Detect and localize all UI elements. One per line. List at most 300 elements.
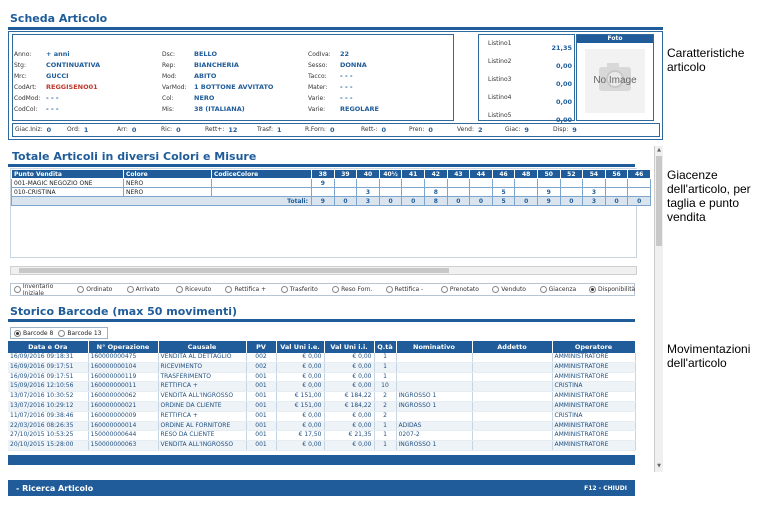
history-cell: 150000000644 [88, 431, 158, 441]
history-cell: 13/07/2016 10:30:52 [8, 392, 88, 402]
radio-label: Trasferito [289, 286, 318, 293]
vertical-scroll-thumb[interactable] [656, 156, 662, 246]
radio-option[interactable] [586, 286, 634, 293]
giacenza-label: Ric: [161, 126, 173, 133]
history-cell: 2 [374, 411, 396, 421]
size-qty-cell [492, 179, 515, 188]
giacenza-item [305, 126, 361, 134]
listino-label: Listino5 [488, 112, 512, 119]
history-cell [472, 362, 552, 372]
history-cell: 1 [374, 362, 396, 372]
radio-button[interactable] [14, 286, 21, 293]
no-image-text: No Image [593, 75, 637, 86]
size-qty-cell [357, 179, 380, 188]
attribute-label: Stg: [14, 62, 26, 69]
totals-label: Totali: [12, 197, 312, 206]
color-code-cell [212, 188, 312, 197]
history-cell: 160000000104 [88, 362, 158, 372]
history-cell: € 0,00 [324, 382, 374, 392]
history-col-header[interactable]: PV [246, 341, 276, 353]
history-cell: CRISTINA [552, 411, 635, 421]
radio-option[interactable] [74, 286, 123, 293]
history-cell: € 0,00 [324, 411, 374, 421]
attribute-label: Anno: [14, 51, 32, 58]
attribute-label: VarMod: [162, 84, 187, 91]
history-cell: ORDINE AL FORNITORE [158, 421, 246, 431]
attribute-value: - - - [340, 94, 353, 102]
giacenza-item [15, 126, 67, 134]
giacenza-value: 9 [572, 126, 577, 134]
giacenza-item [117, 126, 161, 134]
size-total-cell: 0 [515, 197, 538, 206]
attribute-label: Dsc: [162, 51, 176, 58]
barcode-option[interactable] [55, 330, 101, 337]
listino-row [488, 94, 572, 106]
radio-label: Reso Forn. [341, 286, 373, 293]
size-qty-cell [379, 188, 402, 197]
size-qty-cell [402, 179, 425, 188]
history-table-panel [8, 341, 635, 469]
radio-button[interactable] [540, 286, 547, 293]
history-cell [472, 431, 552, 441]
giacenza-item [505, 126, 553, 134]
size-table-panel [10, 168, 644, 258]
giacenza-value: 9 [524, 126, 529, 134]
history-cell: € 0,00 [276, 362, 324, 372]
note-caratteristiche: Caratteristiche articolo [667, 46, 745, 74]
history-row[interactable] [8, 411, 635, 421]
attribute-row [162, 50, 312, 59]
size-table-header [12, 170, 651, 179]
history-cell [472, 421, 552, 431]
size-qty-cell: 8 [424, 188, 447, 197]
radio-button[interactable] [225, 286, 232, 293]
size-col-header: 54 [583, 170, 606, 179]
attribute-row [162, 105, 312, 114]
history-cell: 001 [246, 431, 276, 441]
size-qty-cell [628, 188, 651, 197]
history-row[interactable] [8, 421, 635, 431]
listino-label: Listino4 [488, 94, 512, 101]
history-cell: INGROSSO 1 [396, 392, 472, 402]
history-cell: 002 [246, 353, 276, 362]
history-cell: 150000000063 [88, 441, 158, 451]
listino-value: 0,00 [555, 116, 572, 124]
history-cell: € 151,00 [276, 401, 324, 411]
history-cell: 160000000009 [88, 411, 158, 421]
color-cell: NERO [124, 179, 212, 188]
horizontal-scroll-thumb[interactable] [19, 268, 449, 273]
giacenza-value: 0 [381, 126, 387, 134]
listino-row [488, 76, 572, 88]
history-table [8, 341, 636, 451]
history-col-header[interactable]: Val Uni i.i. [324, 341, 374, 353]
ricerca-articolo-link[interactable]: - Ricerca Articolo [16, 483, 94, 493]
size-total-cell: 0 [560, 197, 583, 206]
history-cell: 16/09/2016 09:18:31 [8, 353, 88, 362]
attribute-value: REGGISENO01 [46, 83, 98, 91]
history-cell: 001 [246, 382, 276, 392]
size-table-col-header: Colore [124, 170, 212, 179]
radio-label: Venduto [501, 286, 526, 293]
history-row[interactable] [8, 441, 635, 451]
history-col-header[interactable]: Val Uni i.e. [276, 341, 324, 353]
size-qty-cell: 5 [492, 188, 515, 197]
size-table [11, 169, 651, 206]
history-cell [396, 411, 472, 421]
radio-label: Ordinato [86, 286, 113, 293]
history-cell: AMMINISTRATORE [552, 353, 635, 362]
attribute-row [14, 50, 164, 59]
size-qty-cell [560, 179, 583, 188]
attribute-value: 22 [340, 50, 350, 58]
history-cell: 15/09/2016 12:10:56 [8, 382, 88, 392]
barcode-label: Barcode 8 [23, 329, 54, 337]
radio-label: Rettifica + [234, 286, 267, 293]
attribute-value: - - - [46, 94, 59, 102]
history-cell [472, 441, 552, 451]
radio-option[interactable] [329, 286, 382, 293]
history-cell: 002 [246, 362, 276, 372]
size-total-cell: 0 [402, 197, 425, 206]
attribute-row [162, 94, 312, 103]
giacenza-label: Giac.Iniz: [15, 126, 43, 133]
history-cell: 001 [246, 372, 276, 382]
giacenza-label: Giac: [505, 126, 521, 133]
size-qty-cell [605, 188, 628, 197]
history-cell: € 0,00 [324, 441, 374, 451]
attribute-row [162, 83, 312, 92]
history-cell: AMMINISTRATORE [552, 362, 635, 372]
giacenza-value: 0 [46, 126, 52, 134]
size-qty-cell [379, 179, 402, 188]
attribute-row [14, 105, 164, 114]
size-qty-cell [470, 179, 493, 188]
radio-option[interactable] [537, 286, 586, 293]
giacenza-label: Trasf: [257, 126, 273, 133]
history-cell: AMMINISTRATORE [552, 401, 635, 411]
size-qty-cell: 3 [583, 188, 606, 197]
size-table-row[interactable] [12, 179, 651, 188]
history-cell: 16/09/2016 09:17:51 [8, 372, 88, 382]
radio-button[interactable] [441, 286, 448, 293]
size-total-cell: 3 [357, 197, 380, 206]
attribute-value: - - - [46, 105, 59, 113]
history-cell [472, 392, 552, 402]
giacenza-label: Arr: [117, 126, 128, 133]
history-col-header[interactable]: Q.tà [374, 341, 396, 353]
scroll-up-icon[interactable]: ▲ [657, 147, 661, 153]
vertical-scrollbar[interactable] [654, 146, 663, 472]
history-selected-row-bar [8, 455, 635, 465]
history-cell: 160000000014 [88, 421, 158, 431]
attribute-label: Varie: [308, 106, 326, 113]
history-cell: 160000000011 [88, 382, 158, 392]
attribute-value: NERO [194, 94, 215, 102]
scroll-down-icon[interactable]: ▼ [657, 463, 661, 469]
history-cell: 13/07/2016 10:29:12 [8, 401, 88, 411]
history-cell: ORDINE DA CLIENTE [158, 401, 246, 411]
radio-button[interactable] [492, 286, 499, 293]
history-cell: TRASFERIMENTO [158, 372, 246, 382]
history-row[interactable] [8, 353, 635, 362]
radio-button[interactable] [77, 286, 84, 293]
scheda-title: Scheda Articolo [10, 12, 108, 25]
history-cell [396, 382, 472, 392]
history-cell: VENDITA AL DETTAGLIO [158, 353, 246, 362]
giacenza-value: 0 [329, 126, 335, 134]
history-cell: 001 [246, 392, 276, 402]
history-cell: 2 [374, 392, 396, 402]
history-cell: AMMINISTRATORE [552, 431, 635, 441]
radio-button[interactable] [14, 330, 21, 337]
history-cell: RESO DA CLIENTE [158, 431, 246, 441]
history-cell: VENDITA ALL'INGROSSO [158, 392, 246, 402]
history-cell [396, 372, 472, 382]
radio-option[interactable] [222, 286, 277, 293]
history-cell: € 0,00 [324, 372, 374, 382]
attribute-label: Mrc: [14, 73, 27, 80]
size-qty-cell [424, 179, 447, 188]
giacenza-label: Disp: [553, 126, 569, 133]
radio-button[interactable] [332, 286, 339, 293]
history-cell: € 184,22 [324, 392, 374, 402]
foto-header: Foto [577, 35, 653, 43]
attribute-value: + anni [46, 50, 70, 58]
history-cell: 16/09/2016 09:17:51 [8, 362, 88, 372]
giacenza-label: Rett-: [361, 126, 378, 133]
giacenza-item [67, 126, 117, 134]
close-shortcut[interactable]: F12 - CHIUDI [584, 484, 627, 492]
history-cell: INGROSSO 1 [396, 401, 472, 411]
history-cell: RICEVIMENTO [158, 362, 246, 372]
radio-label: Prenotato [449, 286, 479, 293]
size-col-header: 38 [312, 170, 335, 179]
radio-option[interactable] [383, 286, 438, 293]
history-cell: AMMINISTRATORE [552, 441, 635, 451]
listino-label: Listino2 [488, 58, 512, 65]
radio-option[interactable] [124, 286, 173, 293]
attribute-value: - - - [340, 83, 353, 91]
radio-button[interactable] [127, 286, 134, 293]
size-qty-cell [447, 179, 470, 188]
history-cell [472, 401, 552, 411]
giacenza-item [553, 126, 605, 134]
listino-value: 0,00 [555, 62, 572, 70]
attribute-row [14, 94, 164, 103]
giacenza-label: R.Forn: [305, 126, 326, 133]
barcode-option[interactable] [11, 330, 53, 337]
size-table-row[interactable] [12, 188, 651, 197]
attribute-row [308, 94, 458, 103]
attribute-label: CodMod: [14, 95, 41, 102]
size-col-header: 48 [515, 170, 538, 179]
no-image-placeholder [585, 49, 645, 113]
size-qty-cell [334, 188, 357, 197]
attribute-value: CONTINUATIVA [46, 61, 101, 69]
radio-button[interactable] [58, 330, 65, 337]
history-cell: 10 [374, 382, 396, 392]
giacenza-item [205, 126, 257, 134]
store-cell: 010-CRISTINA [12, 188, 124, 197]
listino-label: Listino3 [488, 76, 512, 83]
history-cell: VENDITA ALL'INGROSSO [158, 441, 246, 451]
listino-row [488, 40, 572, 52]
history-row[interactable] [8, 382, 635, 392]
size-col-header: 39 [334, 170, 357, 179]
attribute-label: CodArt: [14, 84, 37, 91]
radio-label: Disponibilità [598, 286, 636, 293]
history-cell: 001 [246, 421, 276, 431]
radio-button[interactable] [281, 286, 288, 293]
giacenza-value: 1 [276, 126, 282, 134]
attribute-row [308, 72, 458, 81]
size-col-header: 44 [470, 170, 493, 179]
radio-label: Ricevuto [185, 286, 212, 293]
history-cell [472, 382, 552, 392]
size-qty-cell: 9 [537, 188, 560, 197]
giacenza-value: 12 [228, 126, 238, 134]
giacenza-item [161, 126, 205, 134]
attribute-row [308, 50, 458, 59]
attribute-value: REGOLARE [340, 105, 379, 113]
size-qty-cell [447, 188, 470, 197]
size-col-header: 40½ [379, 170, 402, 179]
giacenza-item [409, 126, 457, 134]
attribute-row [308, 61, 458, 70]
radio-button[interactable] [589, 286, 596, 293]
size-qty-cell [312, 188, 335, 197]
history-cell: € 0,00 [324, 421, 374, 431]
barcode-label: Barcode 13 [67, 329, 102, 337]
history-col-header[interactable]: Causale [158, 341, 246, 353]
history-cell: € 151,00 [276, 392, 324, 402]
history-row[interactable] [8, 372, 635, 382]
attribute-label: Sesso: [308, 62, 328, 69]
radio-option[interactable] [438, 286, 489, 293]
attribute-label: Col: [162, 95, 174, 102]
size-qty-cell [537, 179, 560, 188]
storico-title: Storico Barcode (max 50 movimenti) [10, 305, 238, 318]
history-cell: 160000000119 [88, 372, 158, 382]
size-total-cell: 5 [492, 197, 515, 206]
history-cell: 001 [246, 411, 276, 421]
giacenza-item [361, 126, 409, 134]
history-col-header[interactable]: Operatore [552, 341, 635, 353]
size-col-header: 46 [628, 170, 651, 179]
radio-option[interactable] [173, 286, 222, 293]
horizontal-scrollbar[interactable] [10, 266, 637, 275]
size-col-header: 50 [537, 170, 560, 179]
attribute-label: Tacco: [308, 73, 327, 80]
history-cell [472, 411, 552, 421]
history-cell: AMMINISTRATORE [552, 421, 635, 431]
history-cell: AMMINISTRATORE [552, 372, 635, 382]
radio-option[interactable] [489, 286, 536, 293]
totale-title-underline [8, 164, 635, 167]
history-row[interactable] [8, 431, 635, 441]
radio-label: Rettifica - [394, 286, 424, 293]
giacenza-label: Rett+: [205, 126, 225, 133]
radio-label: Arrivato [135, 286, 160, 293]
size-qty-cell [628, 179, 651, 188]
history-cell: € 0,00 [324, 353, 374, 362]
storico-title-underline [8, 319, 635, 322]
footer-bar [8, 480, 635, 496]
history-col-header[interactable]: N° Operazione [88, 341, 158, 353]
size-col-header: 42 [424, 170, 447, 179]
attribute-row [162, 72, 312, 81]
attribute-label: CodCol: [14, 106, 38, 113]
attribute-row [308, 105, 458, 114]
radio-label: Inventario Iniziale [22, 282, 54, 297]
size-total-cell: 9 [312, 197, 335, 206]
attribute-value: GUCCI [46, 72, 69, 80]
listino-label: Listino1 [488, 40, 512, 47]
history-row[interactable] [8, 401, 635, 411]
history-cell: € 0,00 [324, 362, 374, 372]
giacenza-label: Ord: [67, 126, 80, 133]
size-table-col-header: Punto Vendita [12, 170, 124, 179]
size-qty-cell [515, 179, 538, 188]
history-cell: 27/10/2015 10:53:25 [8, 431, 88, 441]
attribute-row [14, 83, 164, 92]
history-cell: ADIDAS [396, 421, 472, 431]
attribute-row [14, 72, 164, 81]
foto-box [576, 34, 654, 121]
history-row[interactable] [8, 392, 635, 402]
history-cell: 1 [374, 441, 396, 451]
radio-button[interactable] [386, 286, 393, 293]
store-cell: 001-MAGIC NEGOZIO ONE [12, 179, 124, 188]
attribute-row [14, 61, 164, 70]
history-cell: 001 [246, 401, 276, 411]
size-total-cell: 3 [583, 197, 606, 206]
scheda-title-underline [8, 27, 663, 30]
color-code-cell [212, 179, 312, 188]
history-cell: 2 [374, 401, 396, 411]
giacenza-label: Pren: [409, 126, 425, 133]
listino-value: 21,35 [551, 44, 572, 52]
attribute-label: CodIva: [308, 51, 331, 58]
history-cell: RETTIFICA + [158, 411, 246, 421]
history-cell: RETTIFICA + [158, 382, 246, 392]
history-cell: € 0,00 [276, 421, 324, 431]
listino-row [488, 58, 572, 70]
radio-option[interactable] [11, 283, 74, 297]
size-col-header: 52 [560, 170, 583, 179]
history-col-header[interactable]: Data e Ora [8, 341, 88, 353]
history-cell: € 0,00 [276, 382, 324, 392]
history-cell: 160000000062 [88, 392, 158, 402]
radio-option[interactable] [278, 286, 329, 293]
history-cell: 160000000021 [88, 401, 158, 411]
radio-button[interactable] [176, 286, 183, 293]
radio-label: Giacenza [548, 286, 577, 293]
history-col-header[interactable]: Nominativo [396, 341, 472, 353]
size-col-header: 56 [605, 170, 628, 179]
attribute-label: Mis: [162, 106, 174, 113]
history-cell: CRISTINA [552, 382, 635, 392]
history-col-header[interactable]: Addetto [472, 341, 552, 353]
size-qty-cell [515, 188, 538, 197]
size-col-header: 40 [357, 170, 380, 179]
size-total-cell: 0 [628, 197, 651, 206]
attribute-label: Mod: [162, 73, 177, 80]
size-qty-cell: 9 [312, 179, 335, 188]
giacenza-item [457, 126, 505, 134]
history-row[interactable] [8, 362, 635, 372]
